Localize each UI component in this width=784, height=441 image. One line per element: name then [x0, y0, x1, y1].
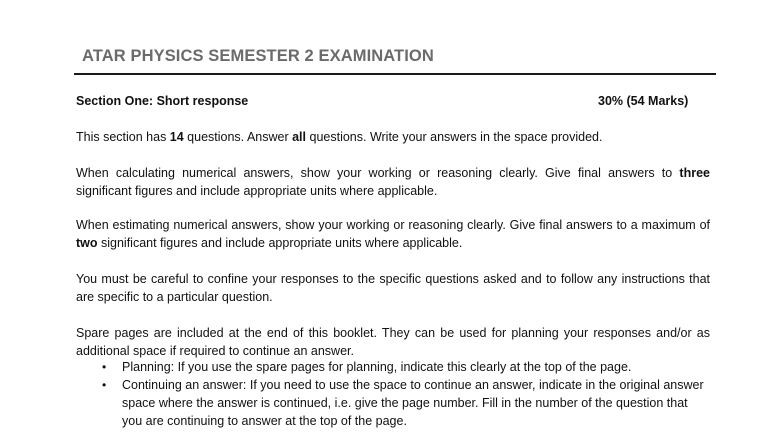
section-heading	[76, 94, 704, 108]
bullet-icon: •	[102, 378, 107, 392]
header-rule	[74, 73, 716, 75]
intro-all: all	[292, 130, 307, 144]
bullet-icon: •	[102, 360, 107, 374]
intro-count: 14	[169, 130, 184, 144]
calculating-paragraph	[76, 164, 710, 200]
spare-pages-paragraph: Spare pages are included at the end of this booklet. They can be used for planning your responses and/or as additional space if required to continue an answer.	[76, 326, 710, 358]
calculating-pre: When calculating numerical answers, show your working or reasoning clearly. Give final answers to	[76, 166, 680, 180]
estimating-post: significant figures and include appropriate units where applicable.	[97, 236, 463, 250]
bullet-text: Continuing an answer: If you need to use the space to continue an answer, indicate in the original answer space where the answer is continued, i.e. give the page number. Fill in the number of the question that you are continuing to answer at the top of the page.	[122, 378, 704, 428]
intro-pre: This section has	[76, 130, 170, 144]
careful-paragraph: You must be careful to confine your responses to the specific questions asked and to follow any instructions that are specific to a particular question.	[76, 272, 710, 304]
instruction-list	[76, 358, 710, 430]
calculating-post: significant figures and include appropriate units where applicable.	[76, 184, 438, 198]
exam-title: ATAR PHYSICS SEMESTER 2 EXAMINATION	[82, 47, 434, 65]
list-item	[76, 376, 710, 430]
section-marks: 30% (54 Marks)	[598, 94, 689, 108]
intro-mid: questions. Answer	[183, 130, 293, 144]
list-item	[76, 358, 710, 376]
section-name: Section One: Short response	[76, 94, 249, 108]
estimating-bold: two	[76, 236, 98, 250]
bullet-text: Planning: If you use the spare pages for planning, indicate this clearly at the top of the page.	[122, 360, 632, 374]
intro-paragraph	[76, 128, 710, 146]
estimating-paragraph	[76, 216, 710, 252]
calculating-bold: three	[679, 166, 710, 180]
estimating-pre: When estimating numerical answers, show your working or reasoning clearly. Give final answers to a maximum of	[76, 218, 710, 232]
intro-post: questions. Write your answers in the space provided.	[306, 130, 603, 144]
